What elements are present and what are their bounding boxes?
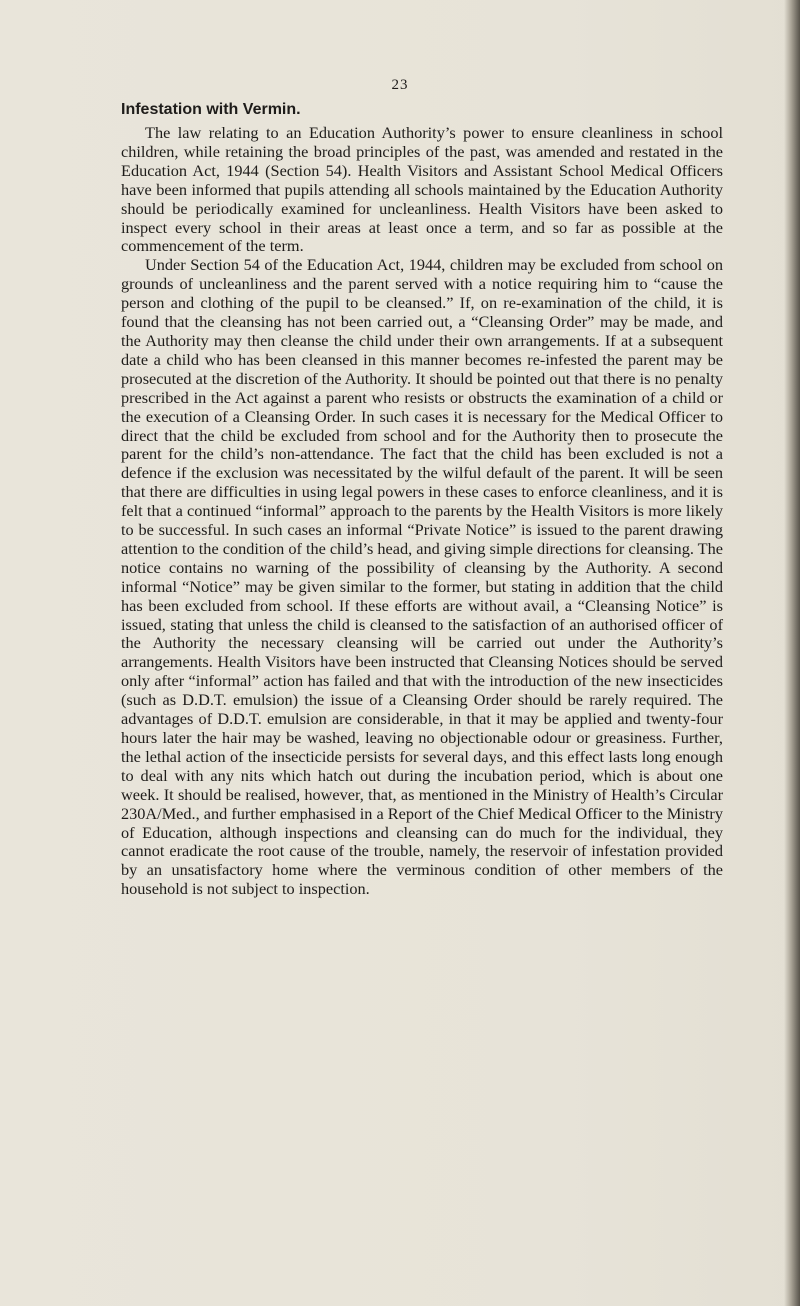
paragraph-1: The law relating to an Education Authority’s power to ensure cleanliness in school children, while retaining the broad principles of the past, was amended and restated in the Education Act, 1944 (Section 54). Health Visitors and Assistant School Medical Officers have been informed that pupils attending all schools maintained by the Education Authority should be periodically examined for uncleanliness. Health Visitors have been asked to inspect every school in their areas at least once a term, and so far as possible at the commencement of the term. (121, 123, 723, 256)
page-content (121, 100, 723, 899)
section-heading: Infestation with Vermin. (121, 101, 301, 118)
page-number: 23 (391, 77, 409, 93)
binding-edge-shadow (784, 0, 800, 1306)
paragraph-2: Under Section 54 of the Education Act, 1944, children may be excluded from school on grounds of uncleanliness and the parent served with a notice requiring him to “cause the person and clothing of the pupil to be cleansed.” If, on re-examination of the child, it is found that the cleansing has not been carried out, a “Cleansing Order” may be made, and the Authority may then cleanse the child under their own arrangements. If at a subsequent date a child who has been cleansed in this manner becomes re-infested the parent may be prosecuted at the discretion of the Authority. It should be pointed out that there is no penalty prescribed in the Act against a parent who resists or obstructs the examination of a child or the execution of a Cleansing Order. In such cases it is necessary for the Medical Officer to direct that the child be excluded from school and for the Authority then to prosecute the parent for the child’s non-attendance. The fact that the child has been excluded is not a defence if the exclusion was necessitated by the wilful default of the parent. It will be seen that there are difficulties in using legal powers in these cases to enforce cleanliness, and it is felt that a continued “informal” approach to the parents by the Health Visitors is more likely to be successful. In such cases an informal “Private Notice” is issued to the parent drawing attention to the condition of the child’s head, and giving simple directions for cleansing. The notice contains no warning of the possibility of cleansing by the Authority. A second informal “Notice” may be given similar to the former, but stating in addition that the child has been excluded from school. If these efforts are without avail, a “Cleansing Notice” is issued, stating that unless the child is cleansed to the satisfaction of an authorised officer of the Authority the necessary cleansing will be carried out under the Authority’s arrangements. Health Visitors have been instructed that Cleansing Notices should be served only after “informal” action has failed and that with the introduction of the new insecticides (such as D.D.T. emulsion) the issue of a Cleansing Order should be rarely required. The advantages of D.D.T. emulsion are considerable, in that it may be applied and twenty-four hours later the hair may be washed, leaving no objectionable odour or greasiness. Further, the lethal action of the insecticide persists for several days, and this effect lasts long enough to deal with any nits which hatch out during the incubation period, which is about one week. It should be realised, however, that, as mentioned in the Ministry of Health’s Circular 230A/Med., and further emphasised in a Report of the Chief Medical Officer to the Ministry of Education, although inspections and cleansing can do much for the individual, they cannot eradicate the root cause of the trouble, namely, the reservoir of infestation provided by an unsatisfactory home where the verminous condition of other members of the household is not subject to inspection. (121, 255, 723, 899)
